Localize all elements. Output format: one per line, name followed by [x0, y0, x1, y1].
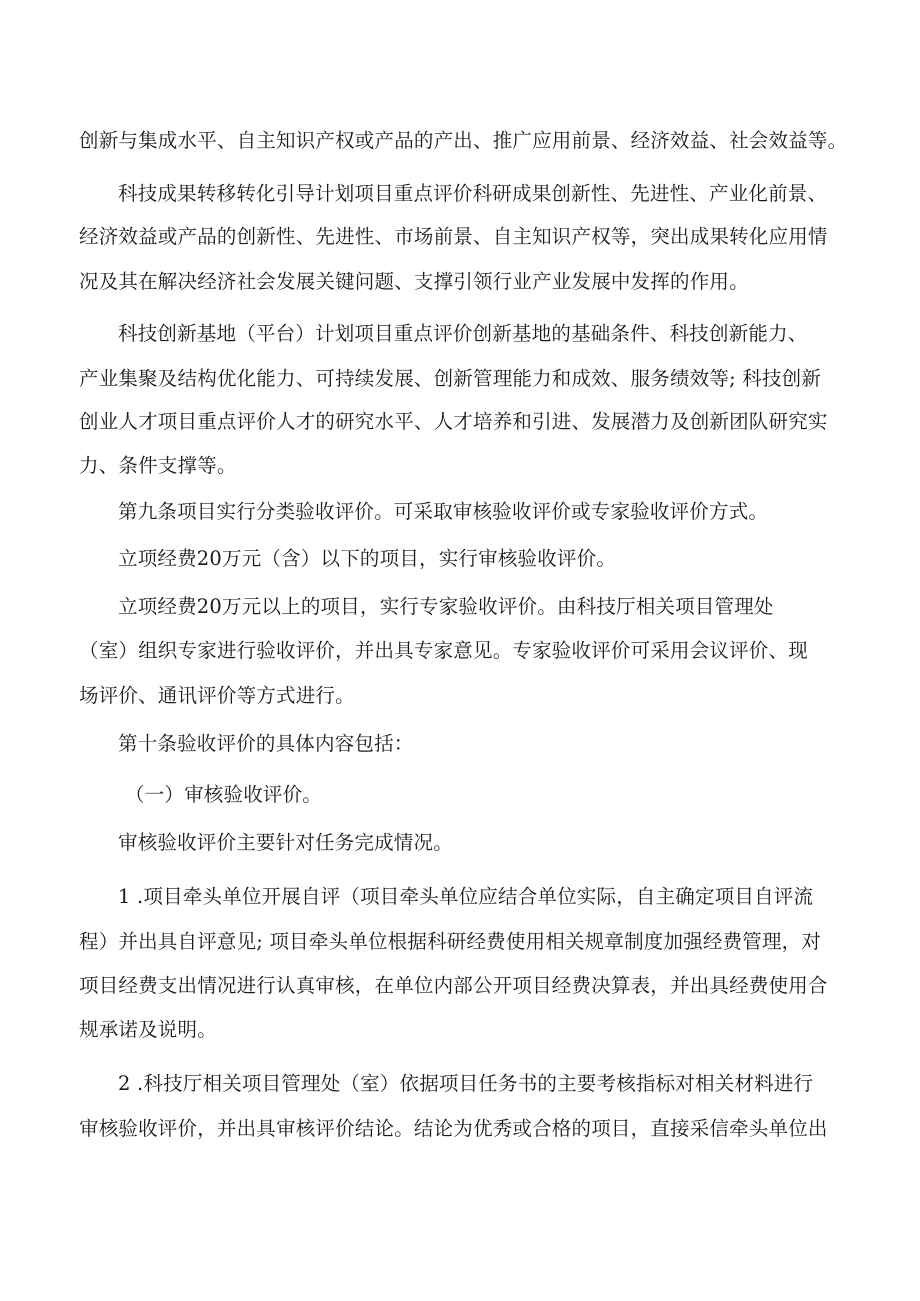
text-line: 第十条验收评价的具体内容包括： — [118, 732, 414, 755]
text-line: 科技成果转移转化引导计划项目重点评价科研成果创新性、先进性、产业化前景、 — [118, 182, 828, 205]
text-line: 科技创新基地（平台）计划项目重点评价创新基地的基础条件、科技创新能力、 — [118, 322, 808, 345]
text-line: 审核验收评价，并出具审核评价结论。结论为优秀或合格的项目，直接采信牵头单位出 — [79, 1117, 828, 1140]
text-line: 规承诺及说明。 — [79, 1018, 217, 1041]
text-line: 项目经费支出情况进行认真审核，在单位内部公开项目经费决算表，并出具经费使用合 — [79, 974, 828, 997]
text-line: 况及其在解决经济社会发展关键问题、支撑引领行业产业发展中发挥的作用。 — [79, 270, 749, 293]
text-line: 力、条件支撑等。 — [79, 454, 237, 477]
text-line: 2 .科技厅相关项目管理处（室）依据项目任务书的主要考核指标对相关材料进行 — [118, 1072, 814, 1095]
text-line: 产业集聚及结构优化能力、可持续发展、创新管理能力和成效、服务绩效等; 科技创新 — [79, 367, 822, 390]
text-line: 1 .项目牵头单位开展自评（项目牵头单位应结合单位实际，自主确定项目自评流 — [118, 885, 814, 908]
text-line: 程）并出具自评意见; 项目牵头单位根据科研经费使用相关规章制度加强经费管理，对 — [79, 930, 822, 953]
text-line: 创新与集成水平、自主知识产权或产品的产出、推广应用前景、经济效益、社会效益等。 — [79, 129, 848, 152]
text-line: 经济效益或产品的创新性、先进性、市场前景、自主知识产权等，突出成果转化应用情 — [79, 225, 828, 248]
text-line: （一）审核验收评价。 — [125, 783, 323, 806]
text-line: 创业人才项目重点评价人才的研究水平、人才培养和引进、发展潜力及创新团队研究实 — [79, 410, 828, 433]
text-line: （室）组织专家进行验收评价，并出具专家意见。专家验收评价可采用会议评价、现 — [79, 639, 808, 662]
text-line: 第九条项目实行分类验收评价。可采取审核验收评价或专家验收评价方式。 — [118, 500, 769, 523]
text-line: 立项经费20万元以上的项目，实行专家验收评价。由科技厅相关项目管理处 — [118, 595, 774, 618]
text-line: 场评价、通讯评价等方式进行。 — [79, 684, 355, 707]
text-line: 立项经费20万元（含）以下的项目，实行审核验收评价。 — [118, 547, 617, 570]
text-line: 审核验收评价主要针对任务完成情况。 — [118, 831, 453, 854]
